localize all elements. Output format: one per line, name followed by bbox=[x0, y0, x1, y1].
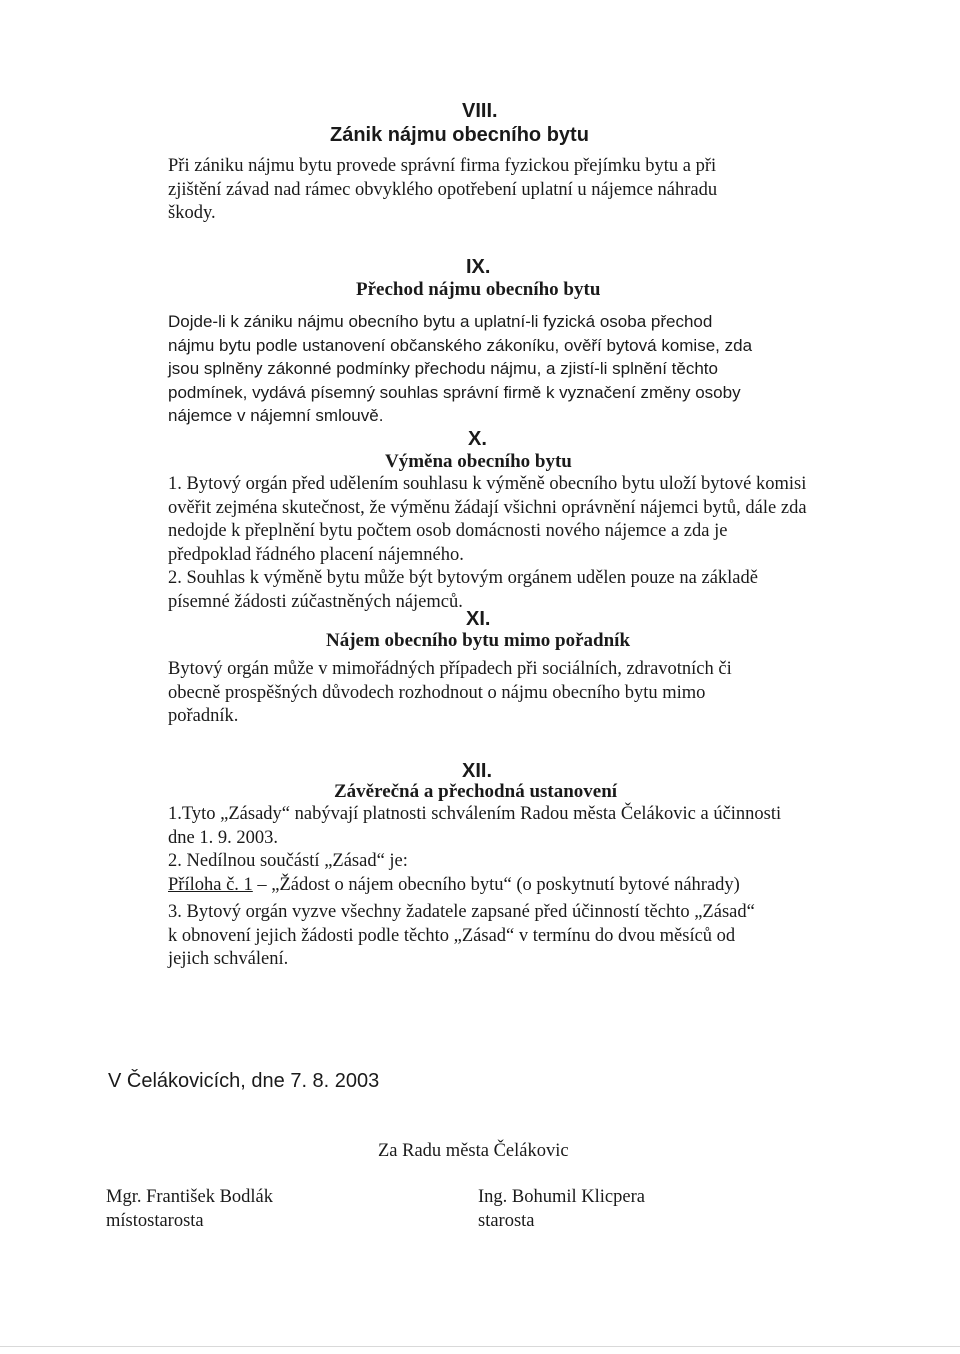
section-x-number: X. bbox=[468, 428, 487, 450]
section-xii-number: XII. bbox=[462, 760, 493, 782]
signatory-left-name: Mgr. František Bodlák bbox=[106, 1187, 274, 1207]
page-bottom-edge bbox=[0, 1346, 960, 1347]
body-line: předpoklad řádného placení nájemného. bbox=[168, 544, 464, 565]
section-ix-body bbox=[168, 310, 752, 428]
body-line: 2. Souhlas k výměně bytu může být bytovým orgánem udělen pouze na základě bbox=[168, 568, 758, 588]
body-line: 1. Bytový orgán před udělením souhlasu k výměně obecního bytu uloží bytové komisi bbox=[168, 474, 807, 494]
section-xii-item3 bbox=[168, 901, 755, 972]
body-line: obecně prospěšných důvodech rozhodnout o nájmu obecního bytu mimo bbox=[168, 682, 706, 703]
body-line: Dojde-li k zániku nájmu obecního bytu a uplatní-li fyzická osoba přechod bbox=[168, 312, 713, 331]
body-line: písemné žádosti zúčastněných nájemců. bbox=[168, 591, 463, 612]
section-ix-title: Přechod nájmu obecního bytu bbox=[356, 279, 601, 300]
attachment-link[interactable]: Příloha č. 1 bbox=[168, 874, 253, 895]
body-line: nájemce v nájemní smlouvě. bbox=[168, 406, 384, 425]
body-line: podmínek, vydává písemný souhlas správní firmě k vyznačení změny osoby bbox=[168, 382, 741, 402]
body-line: 1.Tyto „Zásady“ nabývají platnosti schválením Radou města Čelákovic a účinnosti bbox=[168, 804, 782, 824]
attachment-line bbox=[168, 874, 781, 898]
section-ix-number: IX. bbox=[466, 256, 491, 278]
body-line: Bytový orgán může v mimořádných případech při sociálních, zdravotních či bbox=[168, 659, 732, 679]
section-viii-number: VIII. bbox=[462, 100, 498, 122]
body-line: dne 1. 9. 2003. bbox=[168, 827, 278, 848]
section-viii-title: Zánik nájmu obecního bytu bbox=[330, 124, 589, 146]
body-line: k obnovení jejich žádosti podle těchto „Zásad“ v termínu do dvou měsíců od bbox=[168, 925, 736, 946]
section-xii-body bbox=[168, 803, 781, 897]
section-x-title: Výměna obecního bytu bbox=[385, 451, 572, 472]
place-date: V Čelákovicích, dne 7. 8. 2003 bbox=[108, 1070, 380, 1092]
signatory-right bbox=[478, 1186, 645, 1233]
section-xi-title: Nájem obecního bytu mimo pořadník bbox=[326, 630, 631, 651]
section-x-body bbox=[168, 473, 807, 614]
body-line: nájmu bytu podle ustanovení občanského zákoníku, ověří bytová komise, zda bbox=[168, 335, 753, 355]
body-line: nedojde k přeplnění bytu počtem osob domácnosti nového nájemce a zda je bbox=[168, 521, 728, 541]
attachment-text: – „Žádost o nájem obecního bytu“ (o poskytnutí bytové náhrady) bbox=[252, 874, 740, 895]
body-line: Při zániku nájmu bytu provede správní firma fyzickou přejímku bytu a při bbox=[168, 156, 717, 176]
signatory-left bbox=[106, 1186, 273, 1233]
body-line: zjištění závad nad rámec obvyklého opotřebení uplatní u nájemce náhradu bbox=[168, 179, 718, 200]
body-line: 2. Nedílnou součástí „Zásad“ je: bbox=[168, 851, 408, 871]
body-line: 3. Bytový orgán vyzve všechny žadatele zapsané před účinností těchto „Zásad“ bbox=[168, 902, 755, 922]
body-line: škody. bbox=[168, 203, 216, 223]
council-line: Za Radu města Čelákovic bbox=[378, 1141, 569, 1161]
signatory-right-name: Ing. Bohumil Klicpera bbox=[478, 1187, 645, 1207]
body-line: jsou splněny zákonné podmínky přechodu nájmu, a zjistí-li splnění těchto bbox=[168, 359, 718, 378]
section-viii-body bbox=[168, 155, 717, 226]
body-line: ověřit zejména skutečnost, že výměnu žádají všichni oprávnění nájemci bytů, dále zda bbox=[168, 497, 807, 518]
section-xii-title: Závěrečná a přechodná ustanovení bbox=[334, 781, 618, 802]
body-line: pořadník. bbox=[168, 706, 239, 726]
section-xi-body bbox=[168, 658, 732, 729]
signatory-left-role: místostarosta bbox=[106, 1210, 204, 1231]
section-xi-number: XI. bbox=[466, 608, 491, 630]
body-line: jejich schválení. bbox=[168, 949, 289, 969]
signatory-right-role: starosta bbox=[478, 1210, 535, 1231]
